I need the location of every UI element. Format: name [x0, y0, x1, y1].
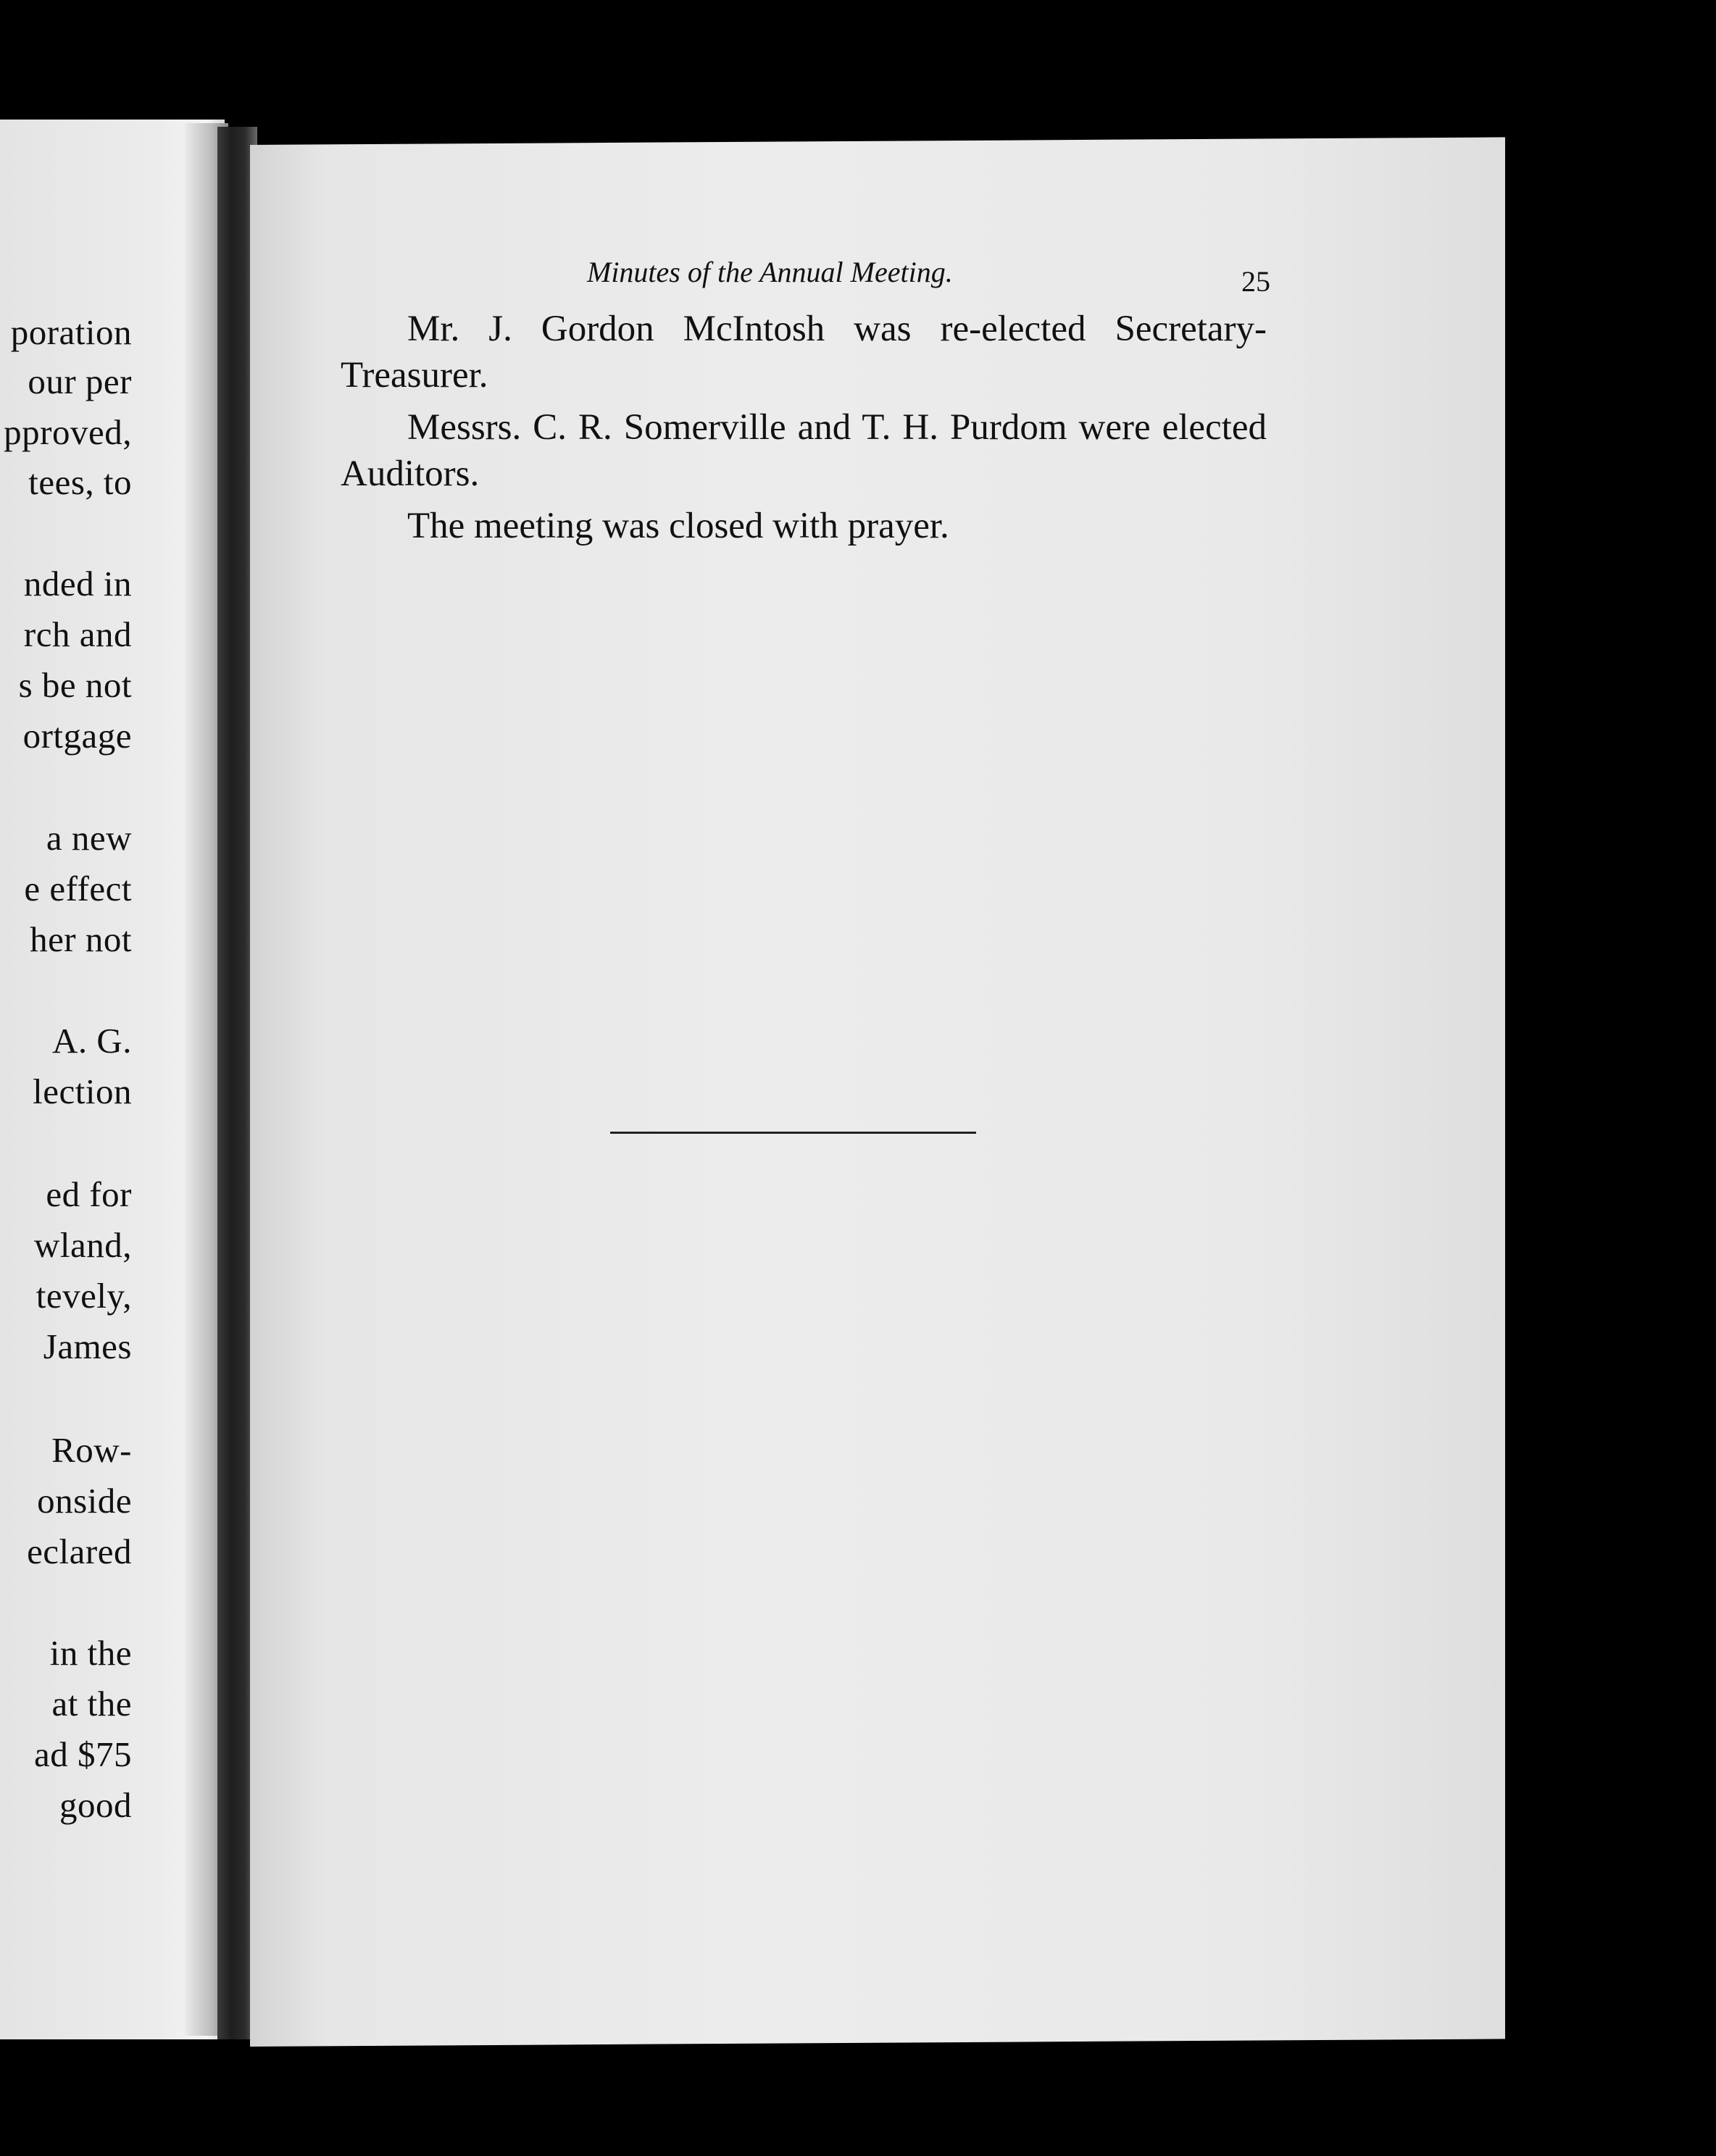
page-number: 25	[1241, 265, 1270, 298]
left-page-line: lection	[33, 1071, 132, 1111]
left-page-line: tees, to	[28, 462, 132, 502]
left-page-line: pproved,	[4, 412, 132, 452]
left-page-line: our per	[28, 362, 132, 401]
left-page-line: s be not	[18, 665, 132, 705]
left-page-line: onside	[37, 1481, 132, 1521]
left-page-line: James	[43, 1326, 132, 1366]
left-page-line: good	[59, 1785, 132, 1825]
left-page-line: tevely,	[36, 1276, 132, 1316]
running-header: Minutes of the Annual Meeting.	[587, 256, 953, 288]
left-page-line: ortgage	[22, 716, 132, 756]
left-page-line: nded in	[23, 564, 132, 603]
left-page-line: in the	[49, 1633, 132, 1673]
left-page-line: Row-	[51, 1430, 132, 1470]
left-page-line: ed for	[46, 1174, 132, 1214]
left-page-line: eclared	[27, 1532, 132, 1571]
paragraph-closing: The meeting was closed with prayer.	[407, 506, 949, 546]
left-page-line: wland,	[34, 1225, 132, 1265]
left-page-line: at the	[51, 1684, 132, 1723]
paragraph-secretary: Mr. J. Gordon McIntosh was re-elected Secretary-Treasurer.	[341, 309, 1267, 396]
left-page-line: ad $75	[34, 1734, 132, 1774]
section-divider	[610, 1132, 976, 1134]
left-page-line: rch and	[23, 614, 132, 654]
left-page-line: e effect	[24, 869, 132, 908]
left-page-line: her not	[30, 919, 132, 959]
paragraph-auditors: Messrs. C. R. Somerville and T. H. Purdom were elected Auditors.	[341, 407, 1267, 494]
left-page-line: A. G.	[51, 1021, 132, 1061]
left-page-line: poration	[10, 312, 132, 352]
page-body	[341, 306, 1267, 555]
left-page-line: a new	[46, 818, 132, 858]
